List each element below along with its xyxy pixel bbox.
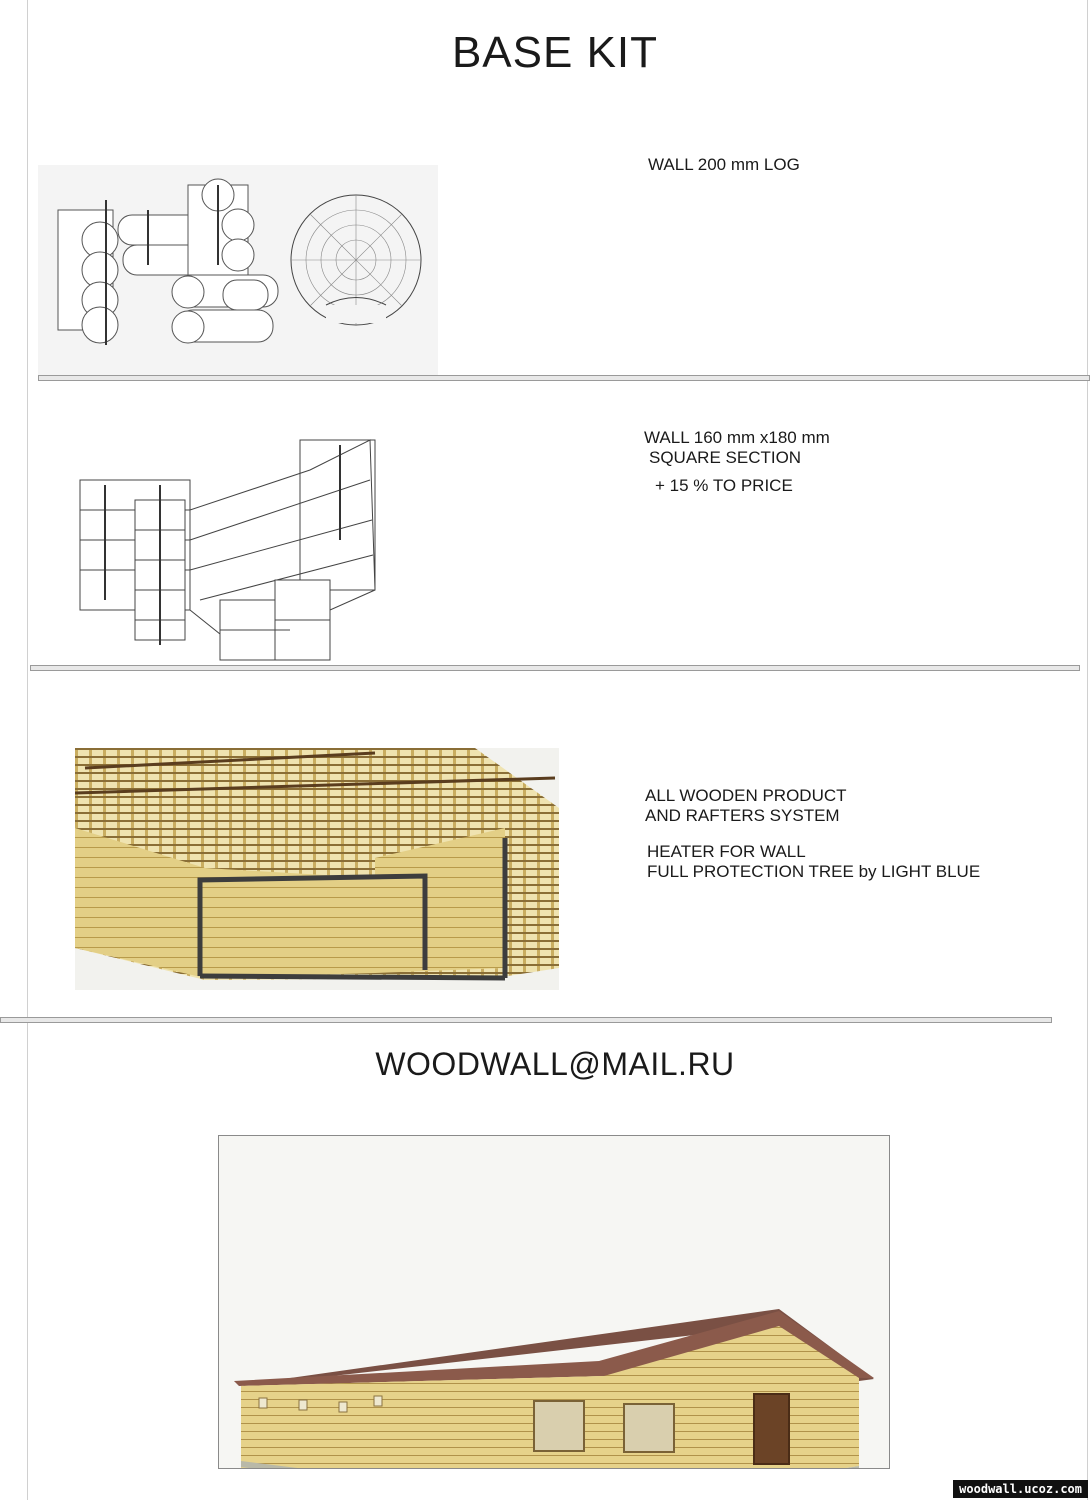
heater-line-1: HEATER FOR WALL bbox=[647, 842, 806, 861]
square-line-3: + 15 % TO PRICE bbox=[655, 476, 793, 495]
watermark: woodwall.ucoz.com bbox=[953, 1480, 1088, 1498]
log-wall-drawing bbox=[38, 165, 438, 375]
section-divider-3 bbox=[0, 1017, 1052, 1023]
page-border-left bbox=[27, 0, 28, 1500]
wall-log-label: WALL 200 mm LOG bbox=[648, 155, 800, 174]
house-render bbox=[218, 1135, 890, 1469]
square-line-2: SQUARE SECTION bbox=[649, 448, 802, 467]
wooden-product-line-2: AND RAFTERS SYSTEM bbox=[645, 806, 840, 825]
rafters-render bbox=[75, 748, 559, 990]
section-divider-2 bbox=[30, 665, 1080, 671]
square-beam-drawing bbox=[70, 430, 390, 670]
contact-email: WOODWALL@MAIL.RU bbox=[375, 1046, 735, 1082]
page-border-right bbox=[1087, 0, 1088, 1500]
heater-line-2: FULL PROTECTION TREE by LIGHT BLUE bbox=[647, 862, 981, 881]
wooden-product-line-1: ALL WOODEN PRODUCT bbox=[645, 786, 847, 805]
section-divider-1 bbox=[38, 375, 1090, 381]
page-title: BASE KIT bbox=[451, 28, 659, 77]
square-line-1: WALL 160 mm x180 mm bbox=[644, 428, 830, 447]
